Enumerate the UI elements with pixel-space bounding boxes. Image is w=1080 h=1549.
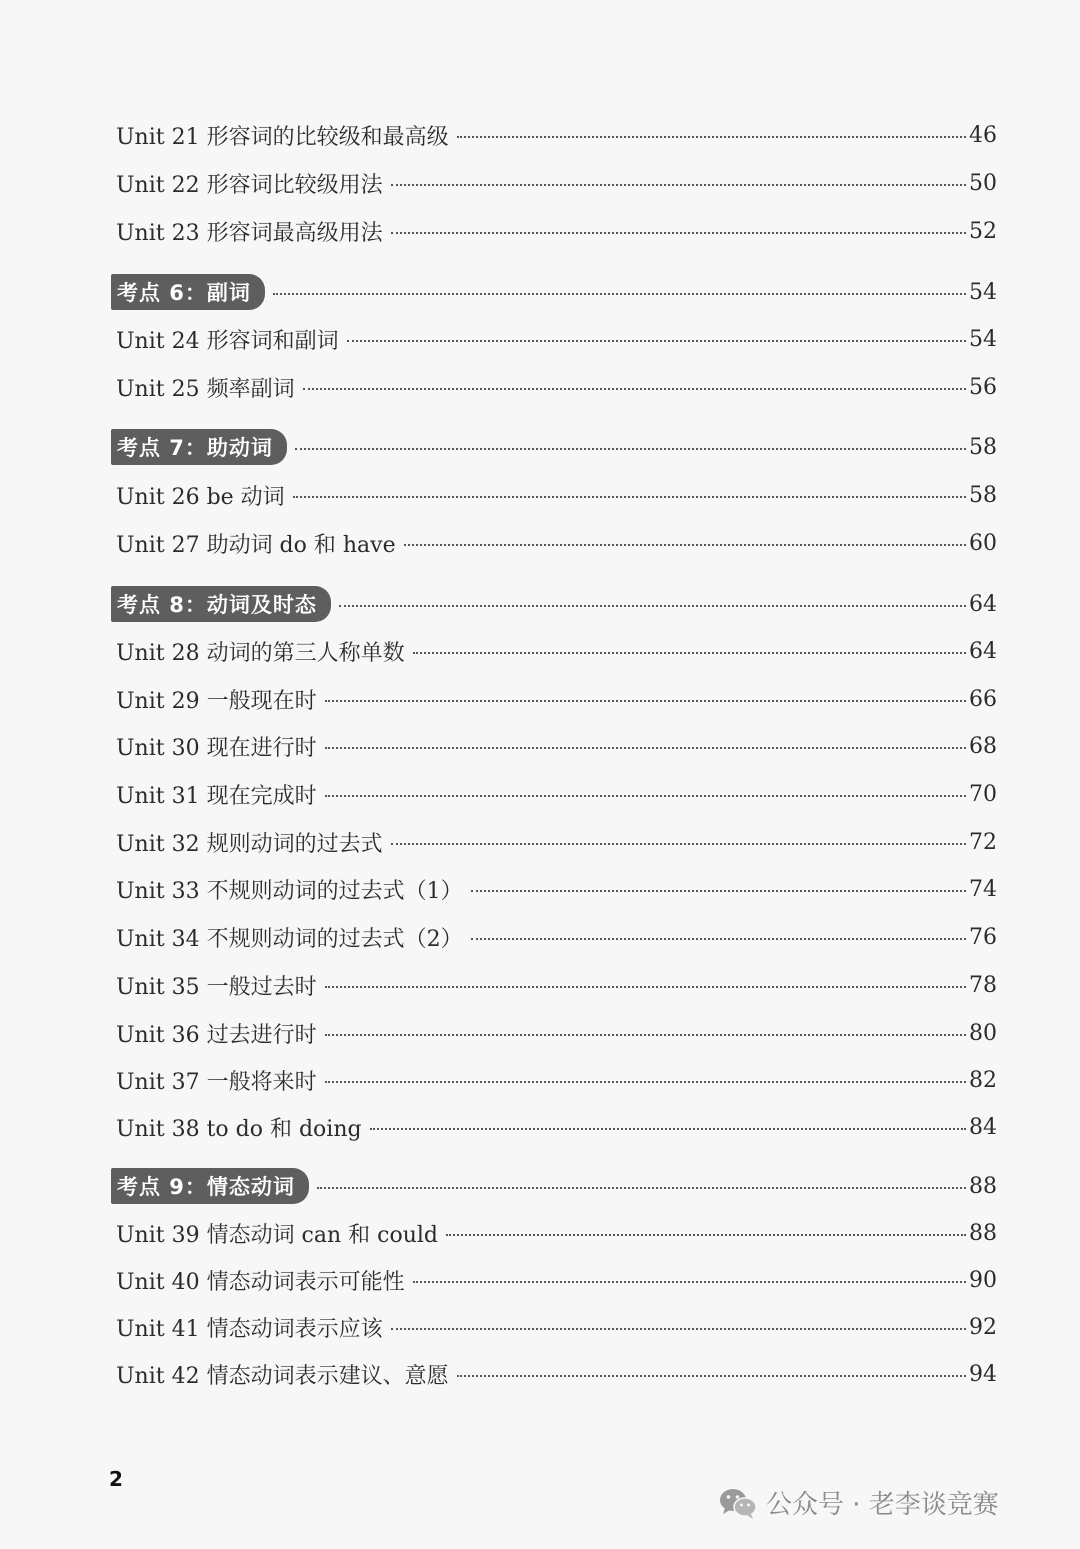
toc-section-heading bbox=[111, 587, 997, 621]
entry-label: Unit 29 一般现在时 bbox=[116, 688, 317, 714]
entry-label: Unit 39 情态动词 can 和 could bbox=[116, 1222, 439, 1248]
dot-leader bbox=[404, 544, 966, 546]
dot-leader bbox=[370, 1128, 966, 1130]
entry-page-number: 54 bbox=[969, 279, 997, 305]
toc-entry bbox=[116, 166, 997, 200]
entry-label: Unit 21 形容词的比较级和最高级 bbox=[116, 124, 449, 150]
entry-label: Unit 40 情态动词表示可能性 bbox=[116, 1269, 405, 1295]
toc-entry bbox=[116, 920, 997, 954]
dot-leader bbox=[325, 795, 966, 797]
toc-entry bbox=[116, 1216, 997, 1250]
entry-page-number: 64 bbox=[969, 638, 997, 664]
entry-label: Unit 33 不规则动词的过去式（1） bbox=[116, 878, 463, 904]
wechat-icon bbox=[718, 1486, 758, 1520]
section-label: 考点 6：副词 bbox=[111, 274, 265, 310]
entry-label: Unit 34 不规则动词的过去式（2） bbox=[116, 926, 463, 952]
entry-label: Unit 41 情态动词表示应该 bbox=[116, 1316, 383, 1342]
dot-leader bbox=[325, 1034, 966, 1036]
dot-leader bbox=[325, 986, 966, 988]
entry-page-number: 58 bbox=[969, 482, 997, 508]
page-number: 2 bbox=[109, 1467, 123, 1491]
dot-leader bbox=[446, 1234, 966, 1236]
dot-leader bbox=[273, 293, 966, 295]
entry-label: Unit 42 情态动词表示建议、意愿 bbox=[116, 1363, 449, 1389]
dot-leader bbox=[317, 1187, 966, 1189]
entry-page-number: 88 bbox=[969, 1220, 997, 1246]
entry-page-number: 64 bbox=[969, 591, 997, 617]
entry-label: Unit 28 动词的第三人称单数 bbox=[116, 640, 405, 666]
toc-entry bbox=[116, 1310, 997, 1344]
entry-page-number: 54 bbox=[969, 326, 997, 352]
section-label: 考点 8：动词及时态 bbox=[111, 586, 331, 622]
dot-leader bbox=[295, 448, 966, 450]
entry-label: Unit 25 频率副词 bbox=[116, 376, 295, 402]
dot-leader bbox=[391, 1328, 966, 1330]
entry-label: Unit 35 一般过去时 bbox=[116, 974, 317, 1000]
entry-label: Unit 26 be 动词 bbox=[116, 484, 285, 510]
toc-entry bbox=[116, 634, 997, 668]
dot-leader bbox=[471, 938, 966, 940]
toc-entry bbox=[116, 777, 997, 811]
dot-leader bbox=[457, 1375, 966, 1377]
entry-label: Unit 30 现在进行时 bbox=[116, 735, 317, 761]
toc-entry bbox=[116, 825, 997, 859]
entry-label: Unit 31 现在完成时 bbox=[116, 783, 317, 809]
entry-page-number: 58 bbox=[969, 434, 997, 460]
toc-entry bbox=[116, 214, 997, 248]
entry-page-number: 70 bbox=[969, 781, 997, 807]
entry-page-number: 78 bbox=[969, 972, 997, 998]
dot-leader bbox=[391, 184, 966, 186]
dot-leader bbox=[347, 340, 966, 342]
toc-section-heading bbox=[111, 275, 997, 309]
entry-label: Unit 23 形容词最高级用法 bbox=[116, 220, 383, 246]
entry-page-number: 90 bbox=[969, 1267, 997, 1293]
toc-section-heading bbox=[111, 430, 997, 464]
entry-page-number: 80 bbox=[969, 1020, 997, 1046]
entry-page-number: 92 bbox=[969, 1314, 997, 1340]
entry-page-number: 94 bbox=[969, 1361, 997, 1387]
entry-label: Unit 37 一般将来时 bbox=[116, 1069, 317, 1095]
toc-entry bbox=[116, 872, 997, 906]
entry-page-number: 46 bbox=[969, 122, 997, 148]
entry-page-number: 72 bbox=[969, 829, 997, 855]
toc-entry bbox=[116, 1016, 997, 1050]
entry-label: Unit 32 规则动词的过去式 bbox=[116, 831, 383, 857]
toc-entry bbox=[116, 322, 997, 356]
entry-page-number: 52 bbox=[969, 218, 997, 244]
entry-label: Unit 38 to do 和 doing bbox=[116, 1116, 362, 1142]
toc-entry bbox=[116, 729, 997, 763]
entry-label: Unit 27 助动词 do 和 have bbox=[116, 532, 396, 558]
entry-label: Unit 24 形容词和副词 bbox=[116, 328, 339, 354]
entry-page-number: 82 bbox=[969, 1067, 997, 1093]
dot-leader bbox=[413, 1281, 966, 1283]
dot-leader bbox=[325, 747, 966, 749]
toc-entry bbox=[116, 526, 997, 560]
entry-page-number: 60 bbox=[969, 530, 997, 556]
section-label: 考点 9：情态动词 bbox=[111, 1168, 309, 1204]
entry-page-number: 76 bbox=[969, 924, 997, 950]
dot-leader bbox=[471, 890, 966, 892]
toc-entry bbox=[116, 682, 997, 716]
dot-leader bbox=[391, 843, 966, 845]
toc-entry bbox=[116, 968, 997, 1002]
watermark bbox=[718, 1484, 999, 1521]
dot-leader bbox=[457, 136, 966, 138]
entry-label: Unit 36 过去进行时 bbox=[116, 1022, 317, 1048]
toc-entry bbox=[116, 1063, 997, 1097]
entry-page-number: 66 bbox=[969, 686, 997, 712]
dot-leader bbox=[293, 496, 966, 498]
dot-leader bbox=[413, 652, 966, 654]
dot-leader bbox=[339, 605, 966, 607]
entry-page-number: 50 bbox=[969, 170, 997, 196]
watermark-text: 公众号 · 老李谈竞赛 bbox=[766, 1490, 999, 1520]
toc-entry bbox=[116, 1110, 997, 1144]
entry-page-number: 74 bbox=[969, 876, 997, 902]
toc-section-heading bbox=[111, 1169, 997, 1203]
toc-entry bbox=[116, 478, 997, 512]
entry-label: Unit 22 形容词比较级用法 bbox=[116, 172, 383, 198]
entry-page-number: 88 bbox=[969, 1173, 997, 1199]
toc-entry bbox=[116, 370, 997, 404]
toc-entry bbox=[116, 1357, 997, 1391]
entry-page-number: 56 bbox=[969, 374, 997, 400]
entry-page-number: 84 bbox=[969, 1114, 997, 1140]
toc-entry bbox=[116, 1263, 997, 1297]
toc-entry bbox=[116, 118, 997, 152]
entry-page-number: 68 bbox=[969, 733, 997, 759]
dot-leader bbox=[391, 232, 966, 234]
section-label: 考点 7：助动词 bbox=[111, 429, 287, 465]
dot-leader bbox=[325, 700, 966, 702]
dot-leader bbox=[303, 388, 966, 390]
dot-leader bbox=[325, 1081, 966, 1083]
